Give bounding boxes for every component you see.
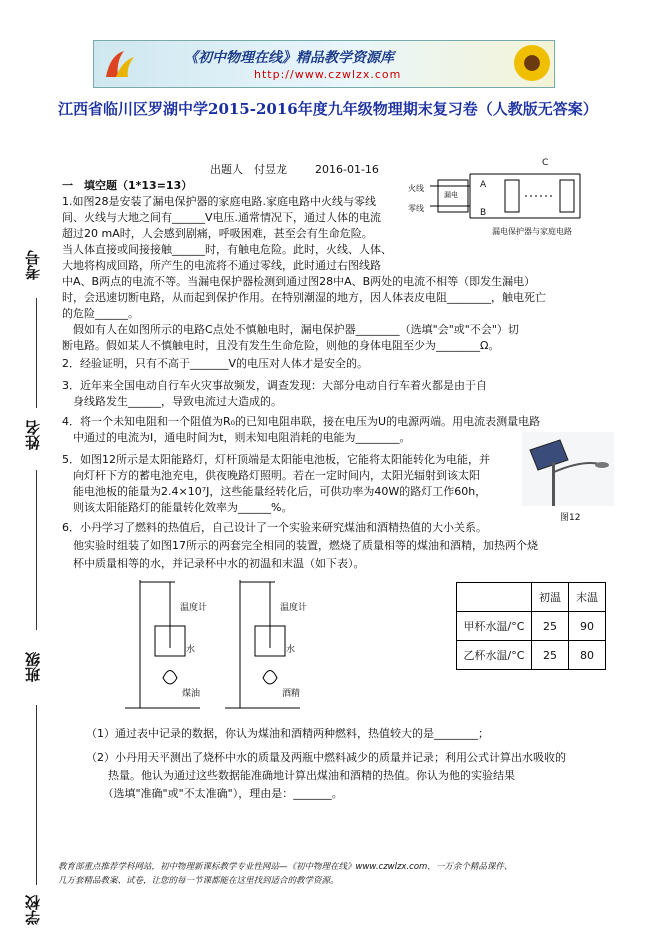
q6-sub-line: （2）小丹用天平测出了烧杯中水的质量及两瓶中燃料减少的质量并记录；利用公式计算出水吸收的 <box>86 751 566 764</box>
banner-url[interactable]: http://www.czwlzx.com <box>254 68 402 81</box>
q1-line: 大地将构成回路，所产生的电流将不通过零线，此时通过右图线路 <box>62 259 381 272</box>
q5-line: 则该太阳能路灯的能量转化效率为______%。 <box>62 501 293 514</box>
logo-icon <box>102 47 136 81</box>
q1-line: 超过20 mA时，人会感到剧痛，呼吸困难，甚至会有生命危险。 <box>62 227 373 240</box>
author-line: 出题人 付昱龙 <box>210 163 287 176</box>
q1-line: 1.如图28是安装了漏电保护器的家庭电路.家庭电路中火线与零线 <box>62 195 376 208</box>
solar-lamp-figure <box>522 432 614 506</box>
table-cell: 25 <box>532 612 569 641</box>
sunflower-icon <box>514 45 550 81</box>
q1-line: 当人体直接或间接接触______时，有触电危险。此时，火线、人体、 <box>62 243 392 256</box>
heating-apparatus-figure <box>125 578 365 718</box>
header-banner <box>93 40 555 88</box>
q6-line: 杯中质量相等的水，并记录杯中水的初温和末温（如下表）。 <box>62 557 365 570</box>
circuit-point-a: A <box>480 180 487 190</box>
page-footer <box>58 860 618 888</box>
circuit-label-zero: 零线 <box>408 204 424 213</box>
q1-line: 假如有人在如图所示的电路C点处不慎触电时，漏电保护器________（选填"会"或"不会"）切 <box>62 323 519 336</box>
q6-sub-line: （选填"准确"或"不太准确"），理由是：_______。 <box>86 787 343 800</box>
q3-line: 身线路发生______，导致电流过大造成的。 <box>62 395 282 408</box>
table-header-cell: 末温 <box>569 583 606 612</box>
q4-line: 4．将一个未知电阻和一个阻值为R₀的已知电阻串联，接在电压为U的电源两端。用电流表测量电路 <box>62 415 541 428</box>
table-row <box>457 641 606 670</box>
side-divider <box>36 298 37 408</box>
q4-line: 中通过的电流为I，通电时间为t，则未知电阻消耗的电能为________。 <box>62 431 411 444</box>
label-water: 水 <box>186 645 196 655</box>
table-header-cell <box>457 583 532 612</box>
q1-line: 时，会迅速切断电路，从而起到保护作用。在特别潮湿的地方，因人体表皮电阻________，触电死亡 <box>62 291 546 304</box>
table-cell: 80 <box>569 641 606 670</box>
label-thermometer: 温度计 <box>280 603 308 613</box>
banner-title: 《初中物理在线》精品教学资源库 <box>184 50 394 66</box>
page-title: 江西省临川区罗湖中学2015-2016年度九年级物理期末复习卷（人教版无答案） <box>58 100 598 118</box>
section-heading: 一 填空题（1*13=13） <box>62 179 193 192</box>
circuit-point-b: B <box>480 208 487 218</box>
q6-line: 6．小丹学习了燃料的热值后，自己设计了一个实验来研究煤油和酒精热值的大小关系。 <box>62 521 487 534</box>
q3-line: 3．近年来全国电动自行车火灾事故频发，调查发现：大部分电动自行车着火都是由于自 <box>62 379 487 392</box>
table-row <box>457 612 606 641</box>
side-label-exam-number: 考号 <box>24 250 42 280</box>
table-cell: 甲杯水温/°C <box>457 612 532 641</box>
side-divider <box>36 705 37 885</box>
temperature-table <box>456 582 606 670</box>
label-water: 水 <box>286 645 296 655</box>
table-header-cell: 初温 <box>532 583 569 612</box>
table-cell: 25 <box>532 641 569 670</box>
q5-line: 5．如图12所示是太阳能路灯，灯杆顶端是太阳能电池板，它能将太阳能转化为电能，并 <box>62 453 490 466</box>
q1-line: 间、火线与大地之间有______V电压.通常情况下，通过人体的电流 <box>62 211 382 224</box>
side-divider <box>36 470 37 630</box>
q5-line: 向灯杆下方的蓄电池充电，供夜晚路灯照明。若在一定时间内，太阳光辐射到该太阳 <box>62 469 480 482</box>
label-thermometer: 温度计 <box>180 603 208 613</box>
table-cell: 90 <box>569 612 606 641</box>
date-text: 2016-01-16 <box>315 163 379 176</box>
circuit-caption: 漏电保护器与家庭电路 <box>492 227 572 236</box>
footer-line: 几万套精品教案、试卷，让您的每一节课都能在这里找到适合的教学资源。 <box>58 876 339 886</box>
circuit-point-c: C <box>542 158 549 168</box>
q5-line: 能电池板的能量为2.4×10⁷J，这些能量经转化后，可供功率为40W的路灯工作60h， <box>62 485 487 498</box>
q2-text: 2．经验证明，只有不高于_______V的电压对人体才是安全的。 <box>62 357 369 370</box>
q6-line: 他实验时组装了如图17所示的两套完全相同的装置，燃烧了质量相等的煤油和酒精，加热两个烧 <box>62 539 538 552</box>
circuit-label-fire: 火线 <box>408 184 424 193</box>
side-label-school: 学校 <box>24 895 42 925</box>
side-label-name: 姓名 <box>24 420 42 450</box>
q1-line: 的危险______。 <box>62 307 139 320</box>
q6-sub-line: （1）通过表中记录的数据，你认为煤油和酒精两种燃料，热值较大的是________； <box>86 727 489 740</box>
fig12-caption: 图12 <box>560 513 581 523</box>
circuit-box-label: 漏电 <box>444 191 458 199</box>
q6-sub-line: 热量。他认为通过这些数据能准确地计算出煤油和酒精的热值。你认为他的实验结果 <box>86 769 515 782</box>
q1-line: 断电路。假如某人不慎触电时，且没有发生生命危险，则他的身体电阻至少为________Ω。 <box>62 339 500 352</box>
table-header-row <box>457 583 606 612</box>
side-label-class: 班级 <box>24 652 42 682</box>
table-cell: 乙杯水温/°C <box>457 641 532 670</box>
footer-line: 教育部重点推荐学科网站，初中物理新课标教学专业性网站—《初中物理在线》www.czwlzx.com，一万余个精品课件、 <box>58 862 513 872</box>
label-alcohol: 酒精 <box>282 689 301 699</box>
label-kerosene: 煤油 <box>182 689 201 699</box>
q1-line: 中A、B两点的电流不等。当漏电保护器检测到通过图28中A、B两处的电流不相等（即发生漏电） <box>62 275 536 288</box>
